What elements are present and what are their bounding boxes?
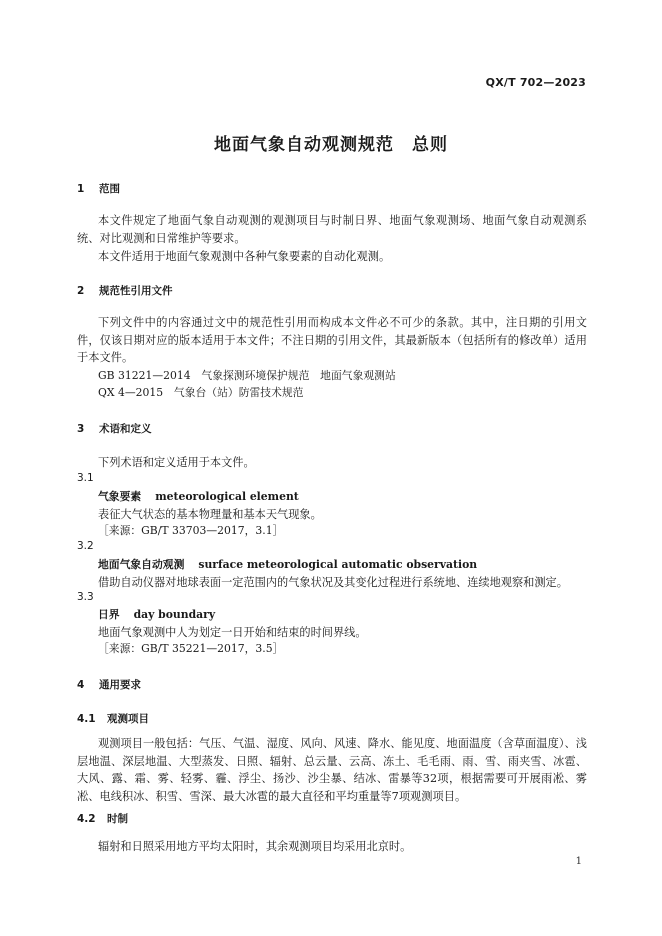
term-heading xyxy=(98,557,477,572)
term-heading xyxy=(98,489,299,504)
reference-item: GB 31221—2014 气象探测环境保护规范 地面气象观测站 xyxy=(98,369,396,382)
paragraph: 辐射和日照采用地方平均太阳时，其余观测项目均采用北京时。 xyxy=(98,840,412,853)
paragraph: 本文件规定了地面气象自动观测的观测项目与时制日界、地面气象观测场、地面气象自动观测系统、对比观测和日常维护等要求。 xyxy=(77,214,587,245)
subsection-number: 4.2 xyxy=(77,813,96,825)
document-title: 地面气象自动观测规范 总则 xyxy=(214,135,448,155)
paragraph: 本文件适用于地面气象观测中各种气象要素的自动化观测。 xyxy=(98,250,391,263)
term-english: surface meteorological automatic observation xyxy=(198,558,478,571)
subsection-title: 时制 xyxy=(107,813,128,825)
term-source: ［来源：GB/T 33703—2017，3.1］ xyxy=(98,524,284,537)
section-3-heading xyxy=(77,421,152,436)
section-title: 术语和定义 xyxy=(99,423,152,435)
section-title: 通用要求 xyxy=(99,679,141,691)
term-english: meteorological element xyxy=(155,490,299,503)
section-number: 1 xyxy=(77,183,85,195)
section-title: 范围 xyxy=(99,183,120,195)
term-number: 3.1 xyxy=(77,472,94,484)
section-title: 规范性引用文件 xyxy=(99,285,173,297)
paragraph: 下列术语和定义适用于本文件。 xyxy=(98,456,255,469)
term-chinese: 气象要素 xyxy=(98,490,142,503)
page-number: 1 xyxy=(575,856,582,867)
reference-item: QX 4—2015 气象台（站）防雷技术规范 xyxy=(98,386,304,399)
term-number: 3.3 xyxy=(77,591,94,603)
subsection-4-2-heading xyxy=(77,811,128,826)
section-number: 3 xyxy=(77,423,85,435)
paragraph: 下列文件中的内容通过文中的规范性引用而构成本文件必不可少的条款。其中，注日期的引用文件，仅该日期对应的版本适用于本文件；不注日期的引用文件，其最新版本（包括所有的修改单）适用于本文件。 xyxy=(77,316,587,364)
standard-number: QX/T 702—2023 xyxy=(485,76,586,89)
term-definition: 借助自动仪器对地球表面一定范围内的气象状况及其变化过程进行系统地、连续地观察和测定。 xyxy=(98,576,568,589)
term-number: 3.2 xyxy=(77,540,94,552)
section-4-heading xyxy=(77,677,141,692)
term-heading xyxy=(98,607,215,622)
section-1-heading xyxy=(77,181,120,196)
section-2-heading xyxy=(77,283,173,298)
subsection-number: 4.1 xyxy=(77,713,96,725)
term-chinese: 日界 xyxy=(98,608,120,621)
subsection-4-1-heading xyxy=(77,711,149,726)
term-chinese: 地面气象自动观测 xyxy=(98,558,185,571)
section-number: 4 xyxy=(77,679,85,691)
section-number: 2 xyxy=(77,285,85,297)
subsection-title: 观测项目 xyxy=(107,713,149,725)
term-definition: 地面气象观测中人为划定一日开始和结束的时间界线。 xyxy=(98,626,367,639)
term-definition: 表征大气状态的基本物理量和基本天气现象。 xyxy=(98,508,322,521)
paragraph: 观测项目一般包括：气压、气温、湿度、风向、风速、降水、能见度、地面温度（含草面温度）、浅层地温、深层地温、大型蒸发、日照、辐射、总云量、云高、冻土、毛毛雨、雨、雪、雨夹雪、冰雹、大风、露、霜、雾、轻雾、霾、浮尘、扬沙、沙尘暴、结冰、雷暴等32项，根据需要可开展雨凇、雾凇、电线积冰、积雪、雪深、最大冰雹的最大直径和平均重量等7项观测项目。 xyxy=(77,737,587,803)
term-english: day boundary xyxy=(133,608,216,621)
term-source: ［来源：GB/T 35221—2017，3.5］ xyxy=(98,642,284,655)
